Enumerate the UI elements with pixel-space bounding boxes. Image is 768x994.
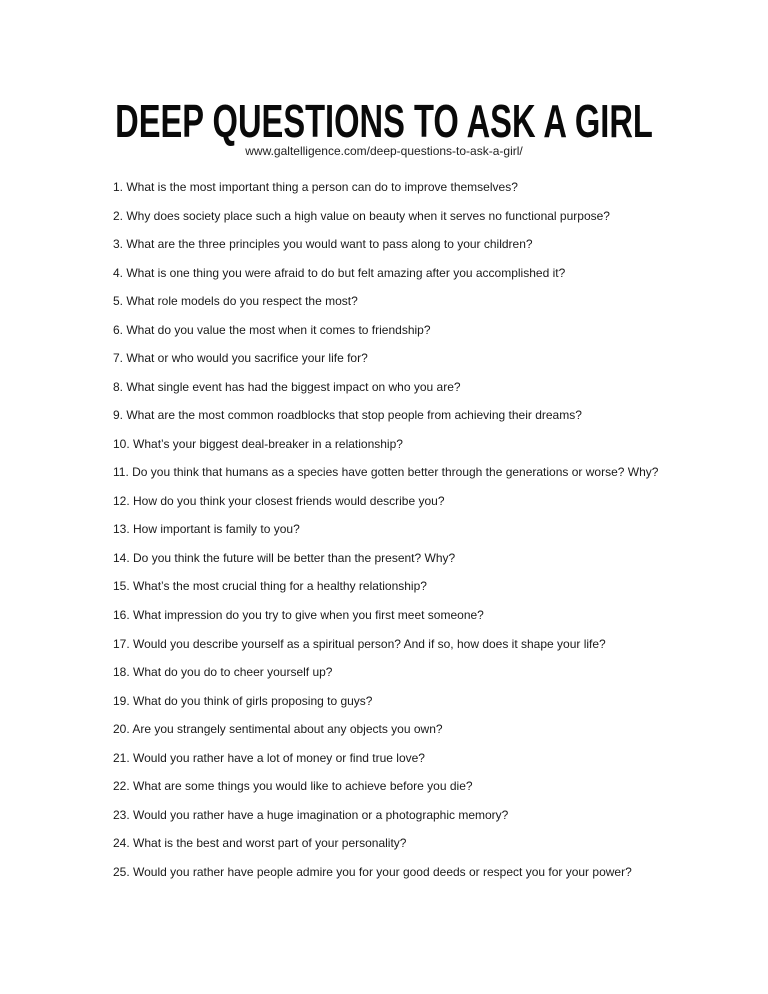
question-item: 1. What is the most important thing a person can do to improve themselves?: [113, 180, 518, 194]
question-item: 14. Do you think the future will be better than the present? Why?: [113, 550, 456, 565]
question-item: 2. Why does society place such a high value on beauty when it serves no functional purpose?: [113, 208, 610, 223]
question-item: 12. How do you think your closest friends would describe you?: [113, 493, 445, 508]
question-list: [113, 173, 658, 886]
question-item: 23. Would you rather have a huge imagination or a photographic memory?: [113, 807, 509, 822]
question-item: 13. How important is family to you?: [113, 522, 300, 537]
question-item: 25. Would you rather have people admire you for your good deeds or respect you for your power?: [113, 864, 632, 879]
question-item: 4. What is one thing you were afraid to do but felt amazing after you accomplished it?: [113, 265, 566, 280]
question-item: 11. Do you think that humans as a species have gotten better through the generations or worse? Why?: [113, 465, 659, 480]
question-item: 9. What are the most common roadblocks that stop people from achieving their dreams?: [113, 408, 582, 423]
question-item: 22. What are some things you would like to achieve before you die?: [113, 779, 473, 794]
source-url: www.galtelligence.com/deep-questions-to-ask-a-girl/: [245, 144, 523, 158]
question-item: 7. What or who would you sacrifice your life for?: [113, 351, 368, 366]
question-item: 16. What impression do you try to give when you first meet someone?: [113, 607, 484, 622]
question-item: 8. What single event has had the biggest impact on who you are?: [113, 379, 461, 394]
question-item: 24. What is the best and worst part of your personality?: [113, 836, 407, 851]
question-item: 3. What are the three principles you would want to pass along to your children?: [113, 237, 533, 252]
question-item: 5. What role models do you respect the most?: [113, 294, 358, 309]
question-item: 21. Would you rather have a lot of money or find true love?: [113, 750, 425, 765]
question-item: 10. What’s your biggest deal-breaker in a relationship?: [113, 436, 403, 451]
page-title: DEEP QUESTIONS TO ASK A GIRL: [115, 95, 653, 147]
question-item: 19. What do you think of girls proposing to guys?: [113, 693, 373, 708]
question-item: 20. Are you strangely sentimental about any objects you own?: [113, 722, 443, 737]
question-item: 6. What do you value the most when it comes to friendship?: [113, 322, 431, 337]
question-item: 15. What’s the most crucial thing for a healthy relationship?: [113, 579, 427, 594]
question-item: 18. What do you do to cheer yourself up?: [113, 665, 333, 680]
question-item: 17. Would you describe yourself as a spiritual person? And if so, how does it shape your life?: [113, 636, 606, 651]
